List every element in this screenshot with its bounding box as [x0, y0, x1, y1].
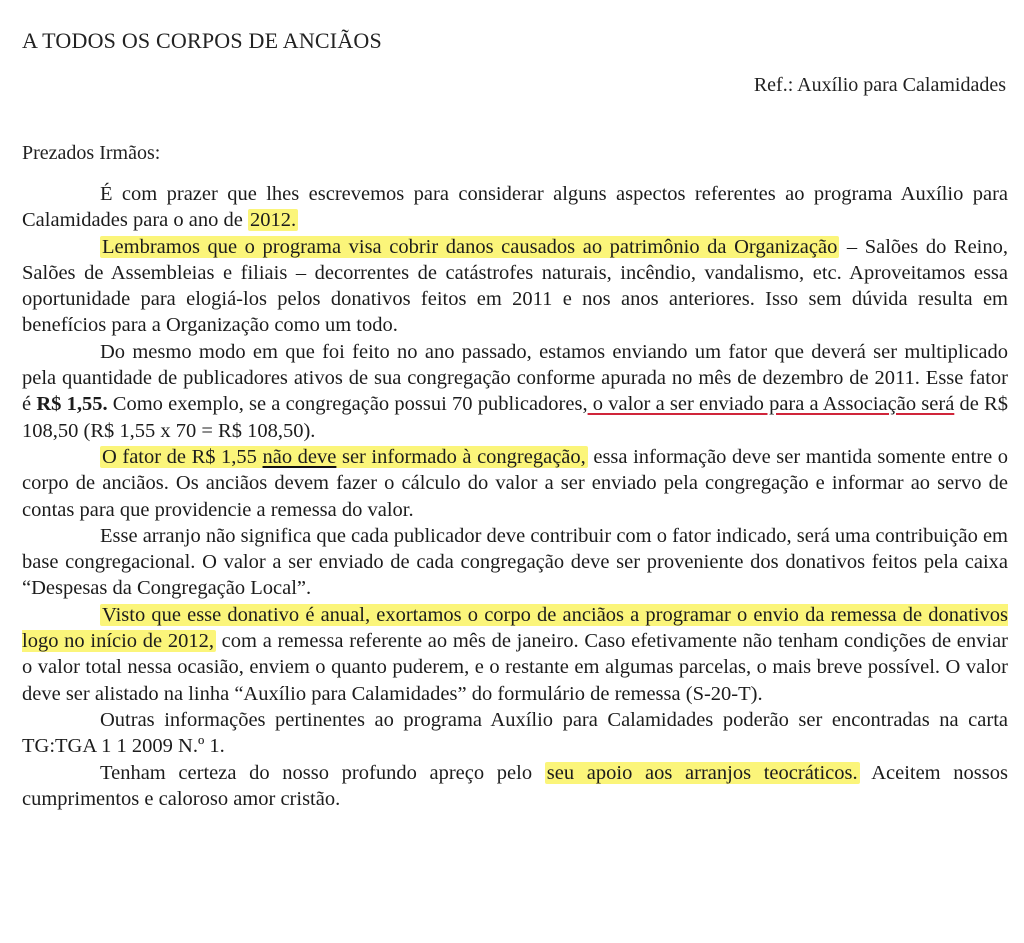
- reference-line: Ref.: Auxílio para Calamidades: [753, 74, 1006, 96]
- text-run: essa informação deve ser mantida somente entre o corpo de anciãos. Os anciãos devem fazer o cálculo do valor a ser enviado pela congregação e informar ao servo de contas para que providencie a remessa do valor.: [22, 445, 1009, 521]
- text-run: Como exemplo, se a congregação possui 70 publicadores,: [107, 393, 588, 416]
- factor-value: R$ 1,55.: [36, 393, 108, 416]
- paragraph-confidential: [22, 444, 1008, 523]
- highlighted-text: Lembramos que o programa visa cobrir danos causados ao patrimônio da Organização: [102, 235, 838, 258]
- highlighted-text: 2012.: [249, 209, 297, 232]
- underlined-text: o valor a ser enviado para a Associação será: [587, 393, 955, 416]
- underlined-text: não deve: [262, 445, 337, 468]
- paragraph-program-purpose: [22, 234, 1008, 339]
- text-run: – Salões do Reino, Salões de Assembleias e filiais – decorrentes de catástrofes naturais, incêndio, vandalismo, etc. Aproveitamos essa oportunidade para elogiá-los pelos donativos feitos em 2011 e nos anos anteriores. Isso sem dúvida resulta em benefícios para a Organização como um todo.: [22, 235, 1009, 337]
- paragraph-intro: [22, 181, 1008, 234]
- text-run: O fator de R$ 1,55: [102, 445, 263, 468]
- highlighted-text: Visto que esse donativo é anual, exortamos o corpo de anciãos a programar o envio da remessa de donativos logo no início de 2012,: [22, 603, 1008, 653]
- text-run: Esse arranjo não significa que cada publicador deve contribuir com o fator indicado, será uma contribuição em base congregacional. O valor a ser enviado de cada congregação deve ser proveniente dos donativos feitos pela caixa “Despesas da Congregação Local”.: [22, 524, 1008, 600]
- text-run: Do mesmo modo em que foi feito no ano passado, estamos enviando um fator que deverá ser multiplicado pela quantidade de publicadores ativos de sua congregação conforme apurada no mês de dezembro de 2011. Esse fator é: [22, 340, 1008, 416]
- paragraph-factor: [22, 339, 1008, 444]
- text-run: Aceitem nossos cumprimentos e caloroso amor cristão.: [22, 761, 1008, 810]
- text-run: de R$ 108,50 (R$ 1,55 x 70 = R$ 108,50).: [22, 393, 1008, 442]
- text-run: Outras informações pertinentes ao programa Auxílio para Calamidades poderão ser encontradas na carta TG:TGA 1 1 2009 N.º 1.: [22, 708, 1008, 758]
- paragraph-arrangement: [22, 523, 1008, 602]
- text-run: ser informado à congregação,: [336, 445, 586, 468]
- text-run: com a remessa referente ao mês de janeiro. Caso efetivamente não tenham condições de enviar o valor total nessa ocasião, enviem o quanto puderem, e o restante em algumas parcelas, o mais breve possível. O valor deve ser alistado na linha “Auxílio para Calamidades” do formulário de remessa (S-20-T).: [22, 630, 1008, 705]
- paragraph-closing: [22, 760, 1008, 813]
- highlighted-text: seu apoio aos arranjos teocráticos.: [546, 761, 858, 784]
- paragraph-more-info: [22, 707, 1008, 760]
- text-run: É com prazer que lhes escrevemos para considerar alguns aspectos referentes ao programa Auxílio para Calamidades para o ano de: [22, 183, 1008, 232]
- text-run: Tenham certeza do nosso profundo apreço pelo: [100, 761, 545, 784]
- highlighted-text: [100, 446, 588, 468]
- salutation: Prezados Irmãos:: [22, 142, 161, 164]
- letter-title: A TODOS OS CORPOS DE ANCIÃOS: [22, 28, 382, 53]
- paragraph-annual-donation: [22, 602, 1008, 707]
- letter-body: [22, 181, 1008, 812]
